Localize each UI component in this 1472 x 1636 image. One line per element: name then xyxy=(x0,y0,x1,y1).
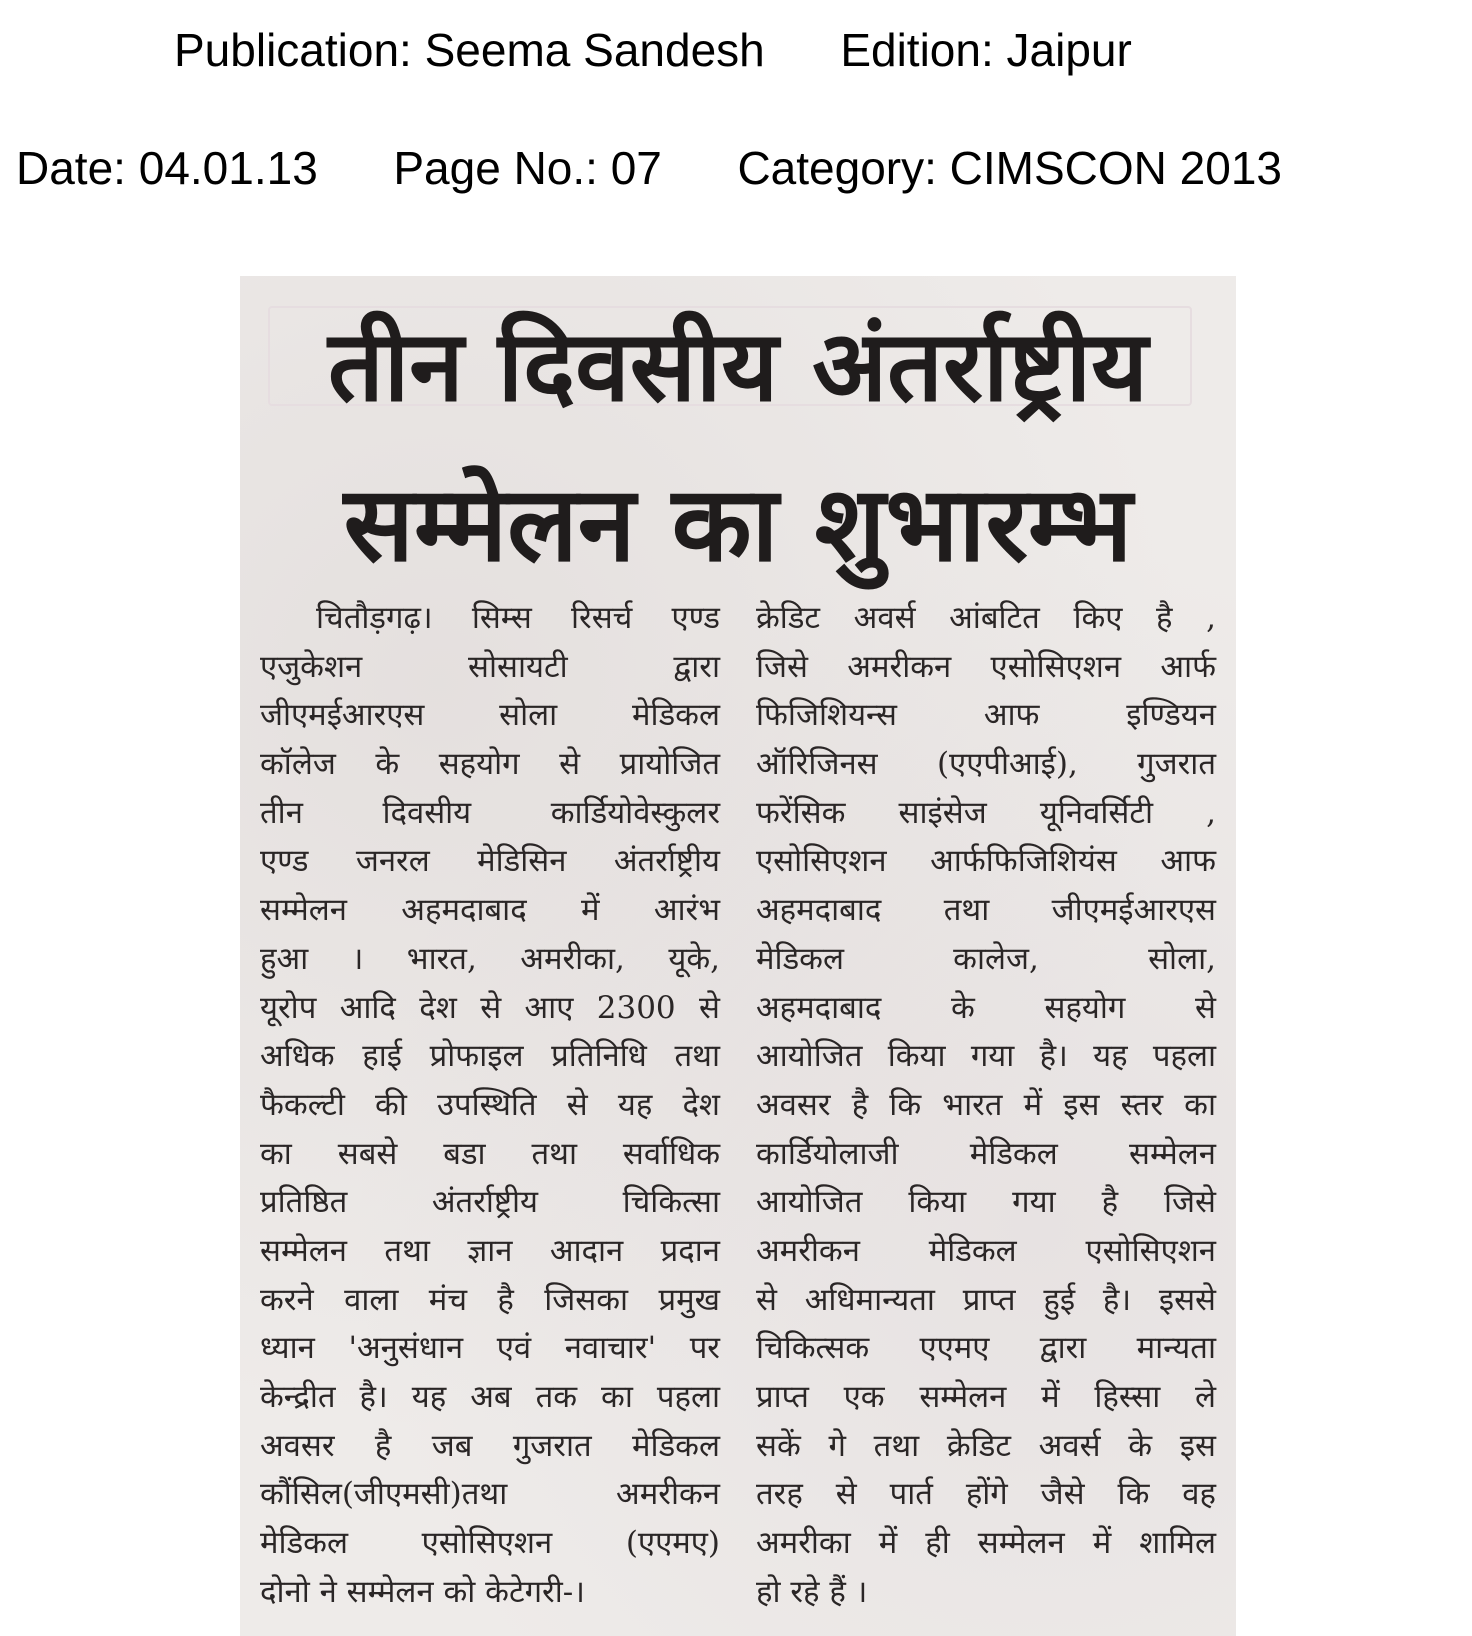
article-column-right xyxy=(756,594,1216,1616)
article-text-line: अवसर है जब गुजरात मेडिकल xyxy=(260,1427,720,1464)
article-text-line: एजुकेशन सोसायटी द्वारा xyxy=(260,648,720,685)
article-text-line: हुआ । भारत, अमरीका, यूके, xyxy=(260,940,720,977)
article-text-line: एण्ड जनरल मेडिसिन अंतर्राष्ट्रीय xyxy=(260,843,720,880)
article-text-line: ऑरिजिनस (एएपीआई), गुजरात xyxy=(756,746,1216,783)
article-text-line: सम्मेलन तथा ज्ञान आदान प्रदान xyxy=(260,1232,720,1269)
category-label: Category: xyxy=(737,142,937,194)
publication-label: Publication: xyxy=(174,24,412,76)
article-text-line: जिसे अमरीकन एसोसिएशन आर्फ xyxy=(756,648,1216,685)
article-text-line: फैकल्टी की उपस्थिति से यह देश xyxy=(260,1086,720,1123)
headline-line-1: तीन दिवसीय अंतर्राष्ट्रीय xyxy=(328,310,1148,424)
newspaper-clipping xyxy=(240,276,1236,1636)
article-text-line: अहमदाबाद के सहयोग से xyxy=(756,989,1216,1026)
article-column-left xyxy=(260,594,720,1616)
date-value: 04.01.13 xyxy=(138,142,318,194)
article-text-line: आयोजित किया गया है जिसे xyxy=(756,1184,1216,1221)
article-text-line: से अधिमान्यता प्राप्त हुई है। इससे xyxy=(756,1281,1216,1318)
article-text-line: जीएमईआरएस सोला मेडिकल xyxy=(260,697,720,734)
article-text-line: चितौड़गढ़। सिम्स रिसर्च एण्ड xyxy=(316,600,720,636)
publication-edition-line xyxy=(0,22,1472,78)
article-text-line: फिजिशियन्स आफ इण्डियन xyxy=(756,697,1216,734)
edition-label: Edition: xyxy=(840,24,994,76)
article-text-line: अहमदाबाद तथा जीएमईआरएस xyxy=(756,892,1216,929)
article-text-line: आयोजित किया गया है। यह पहला xyxy=(756,1038,1216,1075)
article-text-line: यूरोप आदि देश से आए 2300 से xyxy=(260,989,720,1026)
article-text-line: हो रहे हैं । xyxy=(756,1573,868,1610)
article-text-line: केन्द्रीत है। यह अब तक का पहला xyxy=(260,1379,720,1415)
article-text-line: करने वाला मंच है जिसका प्रमुख xyxy=(260,1281,720,1318)
article-text-line: प्राप्त एक सम्मेलन में हिस्सा ले xyxy=(756,1379,1216,1415)
article-text-line: कौंसिल(जीएमसी)तथा अमरीकन xyxy=(260,1476,720,1513)
publication-value: Seema Sandesh xyxy=(424,24,765,76)
article-text-line: मेडिकल कालेज, सोला, xyxy=(756,940,1216,977)
date-page-category-line xyxy=(0,140,1472,196)
edition-value: Jaipur xyxy=(1006,24,1132,76)
article-text-line: तीन दिवसीय कार्डियोवेस्कुलर xyxy=(260,794,720,831)
article-text-line: अमरीकन मेडिकल एसोसिएशन xyxy=(756,1232,1216,1269)
article-text-line: फरेंसिक साइंसेज यूनिवर्सिटी , xyxy=(756,794,1216,831)
date-label: Date: xyxy=(16,142,126,194)
article-text-line: क्रेडिट अवर्स आंबटित किए है , xyxy=(756,600,1216,636)
article-text-line: अवसर है कि भारत में इस स्तर का xyxy=(756,1086,1216,1123)
article-text-line: तरह से पार्त होंगे जैसे कि वह xyxy=(756,1476,1216,1513)
article-text-line: का सबसे बडा तथा सर्वाधिक xyxy=(260,1135,720,1172)
article-text-line: प्रतिष्ठित अंतर्राष्ट्रीय चिकित्सा xyxy=(260,1184,720,1221)
category-value: CIMSCON 2013 xyxy=(949,142,1283,194)
article-text-line: कॉलेज के सहयोग से प्रायोजित xyxy=(260,746,720,783)
article-text-line: ध्यान 'अनुसंधान एवं नवाचार' पर xyxy=(260,1330,720,1367)
article-text-line: सम्मेलन अहमदाबाद में आरंभ xyxy=(260,892,720,929)
page-value: 07 xyxy=(610,142,662,194)
article-text-line: दोनो ने सम्मेलन को केटेगरी-। xyxy=(260,1573,585,1610)
article-text-line: कार्डियोलाजी मेडिकल सम्मेलन xyxy=(756,1135,1216,1172)
headline-line-2: सम्मेलन का शुभारम्भ xyxy=(343,463,1133,585)
article-text-line: अमरीका में ही सम्मेलन में शामिल xyxy=(756,1525,1216,1562)
article-text-line: मेडिकल एसोसिएशन (एएमए) xyxy=(260,1525,720,1562)
article-text-line: अधिक हाई प्रोफाइल प्रतिनिधि तथा xyxy=(260,1038,720,1075)
page-label: Page No.: xyxy=(393,142,598,194)
article-text-line: एसोसिएशन आर्फफिजिशियंस आफ xyxy=(756,843,1216,880)
article-text-line: सकें गे तथा क्रेडिट अवर्स के इस xyxy=(756,1427,1216,1464)
article-text-line: चिकित्सक एएमए द्वारा मान्यता xyxy=(756,1330,1216,1367)
